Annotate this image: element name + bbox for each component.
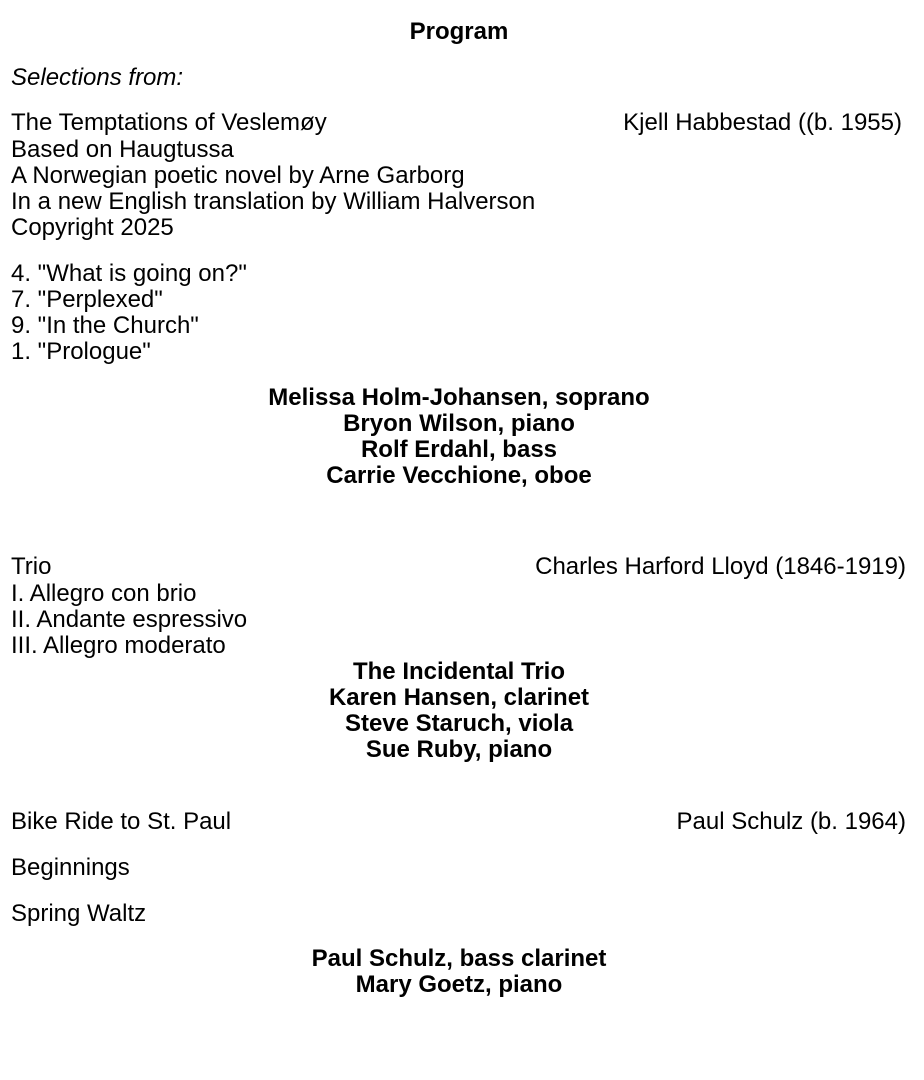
- piece3-subtitle: Spring Waltz: [11, 900, 147, 927]
- piece1-performer: Melissa Holm-Johansen, soprano: [268, 384, 650, 411]
- piece1-movement: 9. "In the Church": [11, 312, 199, 339]
- piece2-performer: The Incidental Trio: [352, 658, 566, 685]
- piece2-movement: I. Allegro con brio: [11, 580, 197, 607]
- piece3-composer: Paul Schulz (b. 1964): [676, 808, 906, 835]
- piece1-info-line: Based on Haugtussa: [11, 136, 234, 163]
- piece1-performer: Bryon Wilson, piano: [343, 410, 575, 437]
- piece2-movement: III. Allegro moderato: [11, 632, 226, 659]
- piece1-info-line: Copyright 2025: [11, 214, 174, 241]
- piece1-info-line: A Norwegian poetic novel by Arne Garborg: [11, 162, 465, 189]
- program-title: Program: [409, 18, 509, 45]
- piece3-performer: Mary Goetz, piano: [355, 971, 563, 998]
- piece1-info-line: In a new English translation by William Halverson: [11, 188, 536, 215]
- selections-heading: Selections from:: [11, 64, 184, 91]
- piece3-subtitle: Beginnings: [11, 854, 130, 881]
- piece2-performer: Karen Hansen, clarinet: [328, 684, 590, 711]
- piece2-movement: II. Andante espressivo: [11, 606, 248, 633]
- piece1-movement: 7. "Perplexed": [11, 286, 163, 313]
- piece3-title: Bike Ride to St. Paul: [11, 808, 232, 835]
- piece1-performer: Rolf Erdahl, bass: [360, 436, 558, 463]
- piece2-performer: Sue Ruby, piano: [365, 736, 553, 763]
- piece1-movement: 4. "What is going on?": [11, 260, 247, 287]
- piece3-performer: Paul Schulz, bass clarinet: [311, 945, 607, 972]
- piece2-performer: Steve Staruch, viola: [344, 710, 574, 737]
- piece1-title: The Temptations of Veslemøy: [11, 109, 327, 136]
- piece2-composer: Charles Harford Lloyd (1846-1919): [535, 553, 906, 580]
- piece1-movement: 1. "Prologue": [11, 338, 151, 365]
- piece1-composer: Kjell Habbestad ((b. 1955): [623, 109, 902, 136]
- piece1-performer: Carrie Vecchione, oboe: [326, 462, 592, 489]
- piece2-title: Trio: [11, 553, 52, 580]
